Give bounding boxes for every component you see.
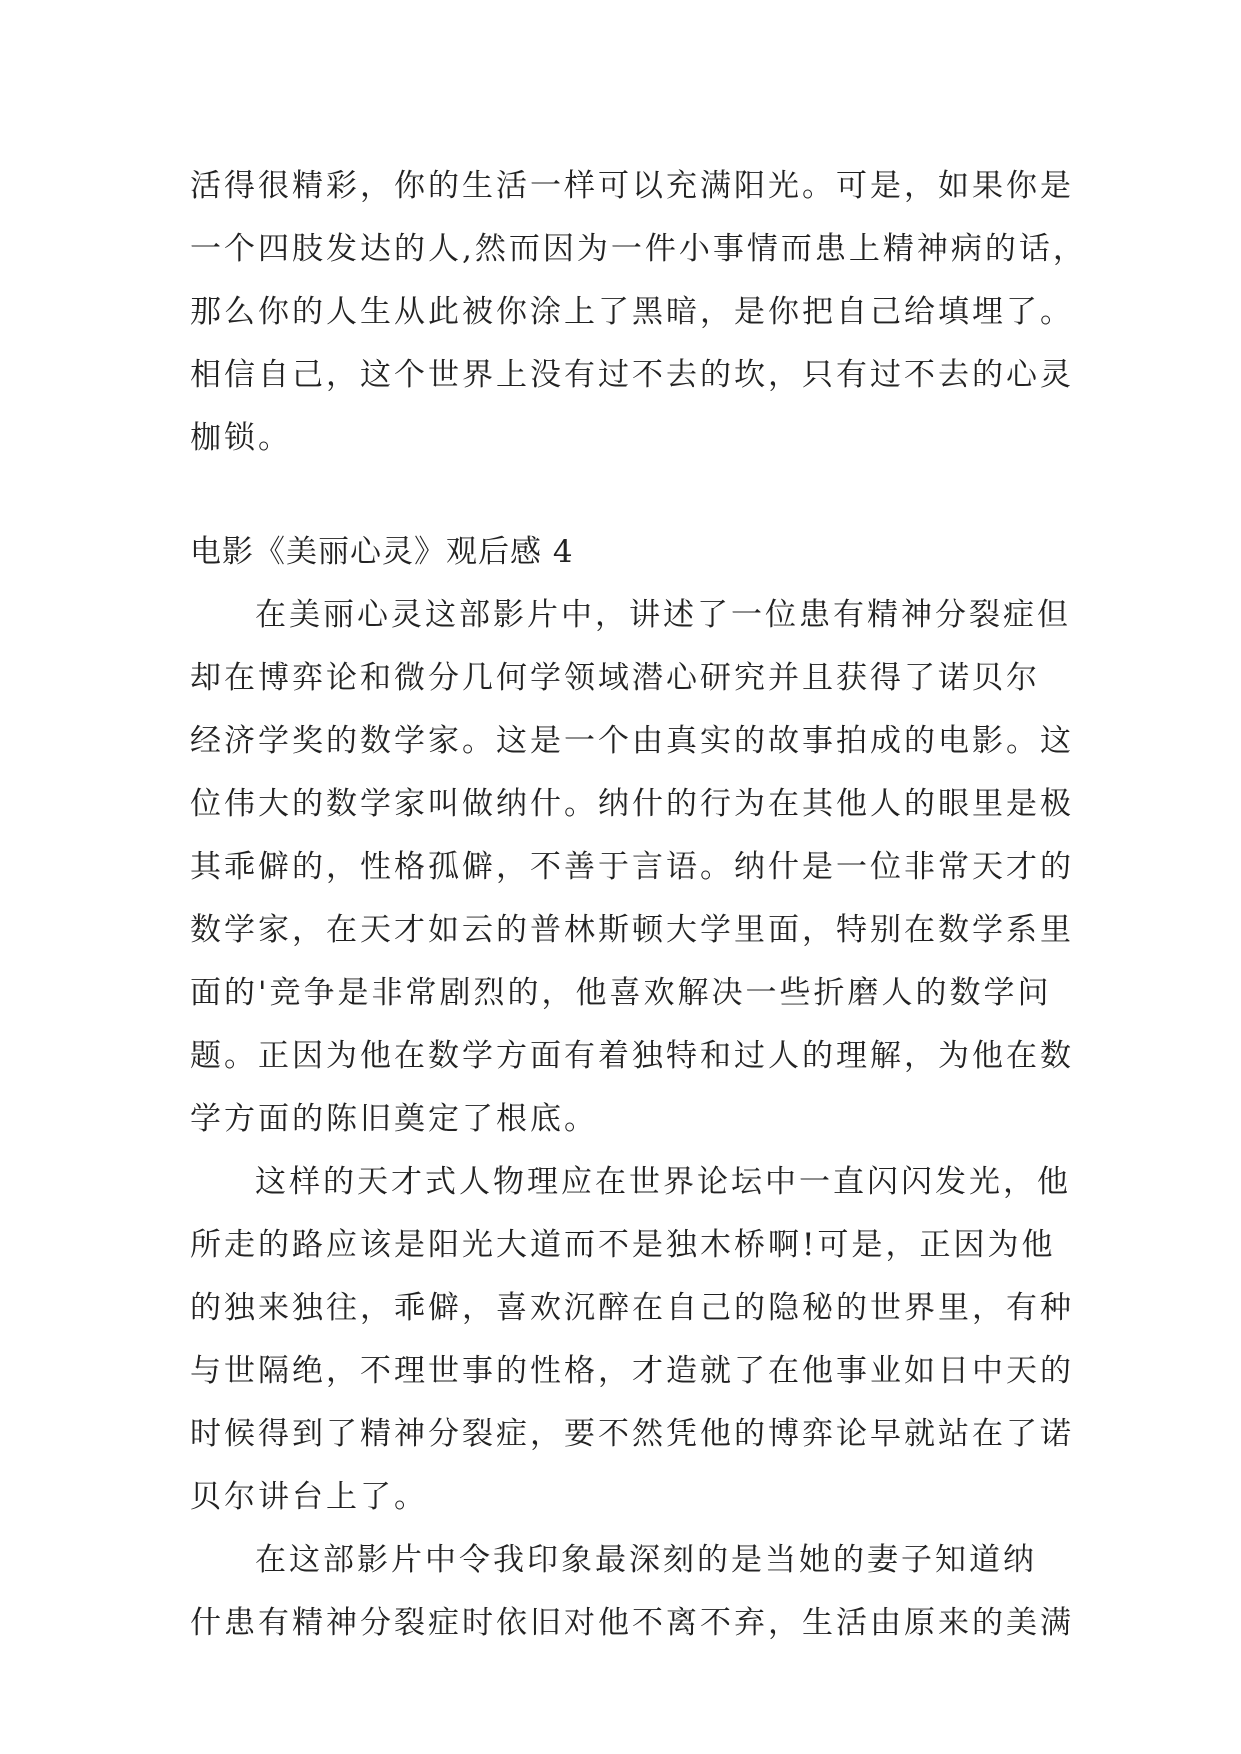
text-line: 那么你的人生从此被你涂上了黑暗，是你把自己给填埋了。	[190, 294, 1074, 330]
text-line: 位伟大的数学家叫做纳什。纳什的行为在其他人的眼里是极	[190, 786, 1074, 822]
section-title: 电影《美丽心灵》观后感 4	[190, 534, 574, 570]
text-line: 其乖僻的，性格孤僻，不善于言语。纳什是一位非常天才的	[190, 849, 1074, 885]
text-line: 的独来独往，乖僻，喜欢沉醉在自己的隐秘的世界里，有种	[190, 1290, 1074, 1326]
text-line: 枷锁。	[190, 420, 292, 456]
text-line: 什患有精神分裂症时依旧对他不离不弃，生活由原来的美满	[190, 1605, 1074, 1641]
text-line: 这样的天才式人物理应在世界论坛中一直闪闪发光，他	[255, 1164, 1071, 1200]
text-line: 经济学奖的数学家。这是一个由真实的故事拍成的电影。这	[190, 723, 1074, 759]
text-line: 题。正因为他在数学方面有着独特和过人的理解，为他在数	[190, 1038, 1074, 1074]
text-line: 却在博弈论和微分几何学领域潜心研究并且获得了诺贝尔	[190, 660, 1040, 696]
text-line: 活得很精彩，你的生活一样可以充满阳光。可是，如果你是	[190, 168, 1074, 204]
text-line: 一个四肢发达的人,然而因为一件小事情而患上精神病的话，	[190, 231, 1087, 267]
text-line: 在美丽心灵这部影片中，讲述了一位患有精神分裂症但	[255, 597, 1071, 633]
text-line: 相信自己，这个世界上没有过不去的坎，只有过不去的心灵	[190, 357, 1074, 393]
text-line: 学方面的陈旧奠定了根底。	[190, 1101, 598, 1137]
text-line: 时候得到了精神分裂症，要不然凭他的博弈论早就站在了诺	[190, 1416, 1074, 1452]
text-line: 面的'竞争是非常剧烈的，他喜欢解决一些折磨人的数学问	[190, 975, 1052, 1011]
text-line: 数学家，在天才如云的普林斯顿大学里面，特别在数学系里	[190, 912, 1074, 948]
text-line: 贝尔讲台上了。	[190, 1479, 428, 1515]
text-line: 与世隔绝，不理世事的性格，才造就了在他事业如日中天的	[190, 1353, 1074, 1389]
text-line: 所走的路应该是阳光大道而不是独木桥啊!可是，正因为他	[190, 1227, 1056, 1263]
text-line: 在这部影片中令我印象最深刻的是当她的妻子知道纳	[255, 1542, 1037, 1578]
